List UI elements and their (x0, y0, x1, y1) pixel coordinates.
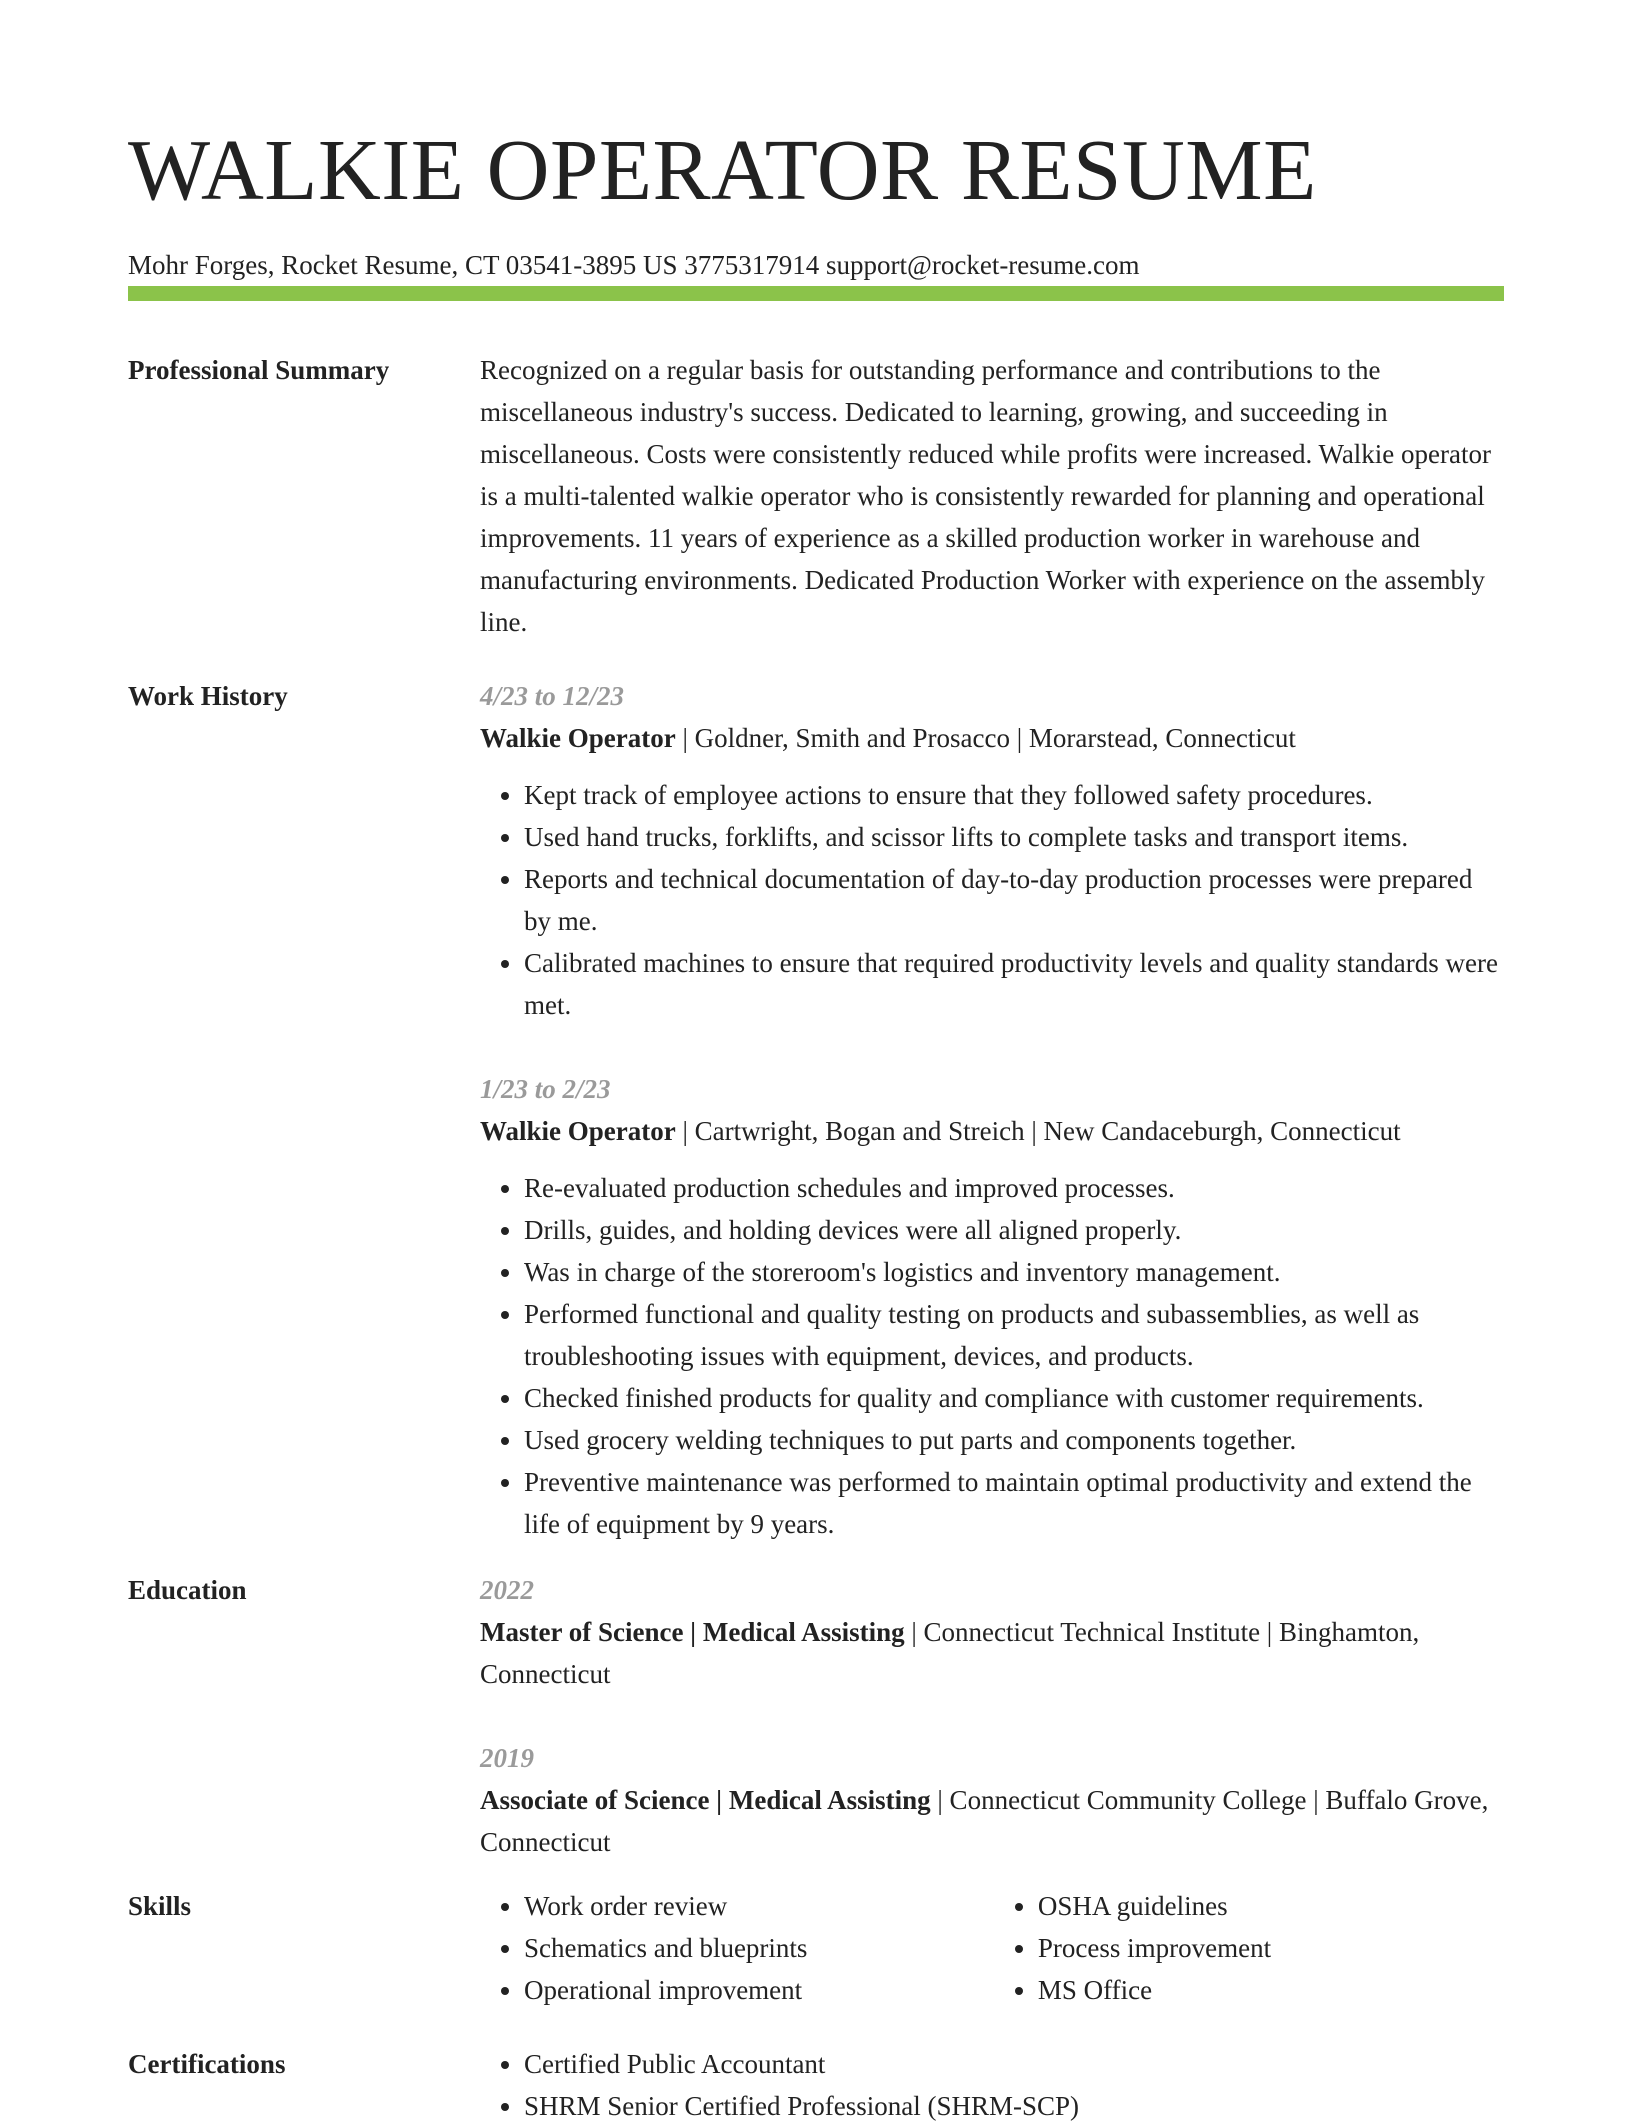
list-item: • Work order review (524, 1885, 994, 1927)
education-date: 2019 (480, 1743, 534, 1773)
education-degree: Master of Science | Medical Assisting (480, 1617, 905, 1647)
education-school: | Connecticut Technical Institute | Binghamton, Connecticut (480, 1617, 1420, 1689)
accent-divider (128, 286, 1504, 301)
list-item: • Schematics and blueprints (524, 1927, 994, 1969)
list-item: • Checked finished products for quality and compliance with customer requirements. (524, 1377, 1504, 1419)
education-school: | Connecticut Community College | Buffalo Grove, Connecticut (480, 1785, 1489, 1857)
section-title: Education (128, 1575, 247, 1605)
section-body (480, 349, 1504, 643)
education-entry (480, 1737, 1504, 1863)
education-entry (480, 1569, 1504, 1695)
section-body (480, 1569, 1504, 1863)
job-entry (480, 675, 1504, 1026)
list-item: • Was in charge of the storeroom's logistics and inventory management. (524, 1251, 1504, 1293)
resume-header (128, 118, 1504, 282)
list-item: • Preventive maintenance was performed to maintain optimal productivity and extend the life of equipment by 9 years. (524, 1461, 1504, 1545)
contact-line: Mohr Forges, Rocket Resume, CT 03541-3895 US 3775317914 support@rocket-resume.com (128, 250, 1140, 280)
list-item: • Performed functional and quality testing on products and subassemblies, as well as troubleshooting issues with equipment, devices, and products. (524, 1293, 1504, 1377)
list-item: • Kept track of employee actions to ensure that they followed safety procedures. (524, 774, 1504, 816)
job-role: Walkie Operator (480, 1116, 676, 1146)
skills-columns (480, 1885, 1504, 2011)
job-duties (480, 1167, 1504, 1545)
certifications-list (480, 2043, 1504, 2127)
skills-list (480, 1885, 994, 2011)
education-degree: Associate of Science | Medical Assisting (480, 1785, 931, 1815)
list-item: • Used grocery welding techniques to put parts and components together. (524, 1419, 1504, 1461)
section-title: Professional Summary (128, 355, 390, 385)
job-title-line (480, 717, 1504, 759)
job-date: 4/23 to 12/23 (480, 681, 625, 711)
job-title-line (480, 1110, 1504, 1152)
list-item: • Process improvement (1038, 1927, 1504, 1969)
list-item: • Drills, guides, and holding devices were all aligned properly. (524, 1209, 1504, 1251)
skills-list (994, 1885, 1504, 2011)
education-date: 2022 (480, 1575, 534, 1605)
list-item: • Reports and technical documentation of day-to-day production processes were prepared by me. (524, 858, 1504, 942)
job-employer: | Cartwright, Bogan and Streich | New Candaceburgh, Connecticut (675, 1116, 1401, 1146)
summary-text: Recognized on a regular basis for outstanding performance and contributions to the miscellaneous industry's success. Dedicated to learning, growing, and succeeding in miscellaneous. Costs were consistently reduced while profits were increased. Walkie operator is a multi-talented walkie operator who is consistently rewarded for planning and operational improvements. 11 years of experience as a skilled production worker in warehouse and manufacturing environments. Dedicated Production Worker with experience on the assembly line. (480, 355, 1491, 637)
job-duties (480, 774, 1504, 1026)
job-role: Walkie Operator (480, 723, 676, 753)
list-item: • MS Office (1038, 1969, 1504, 2011)
list-item: • Used hand trucks, forklifts, and scissor lifts to complete tasks and transport items. (524, 816, 1504, 858)
job-entry (480, 1068, 1504, 1545)
list-item: • Re-evaluated production schedules and improved processes. (524, 1167, 1504, 1209)
education-line (480, 1779, 1504, 1863)
job-date: 1/23 to 2/23 (480, 1074, 611, 1104)
section-title: Work History (128, 681, 288, 711)
section-body (480, 1885, 1504, 2011)
list-item: • SHRM Senior Certified Professional (SHRM-SCP) (524, 2085, 1504, 2127)
list-item: • Operational improvement (524, 1969, 994, 2011)
education-line (480, 1611, 1504, 1695)
section-body (480, 675, 1504, 1545)
job-employer: | Goldner, Smith and Prosacco | Morarstead, Connecticut (675, 723, 1296, 753)
list-item: • Calibrated machines to ensure that required productivity levels and quality standards were met. (524, 942, 1504, 1026)
list-item: • OSHA guidelines (1038, 1885, 1504, 1927)
list-item: • Certified Public Accountant (524, 2043, 1504, 2085)
section-title: Skills (128, 1891, 192, 1921)
section-body (480, 2043, 1504, 2127)
resume-title: WALKIE OPERATOR RESUME (128, 121, 1317, 218)
section-title: Certifications (128, 2049, 286, 2079)
